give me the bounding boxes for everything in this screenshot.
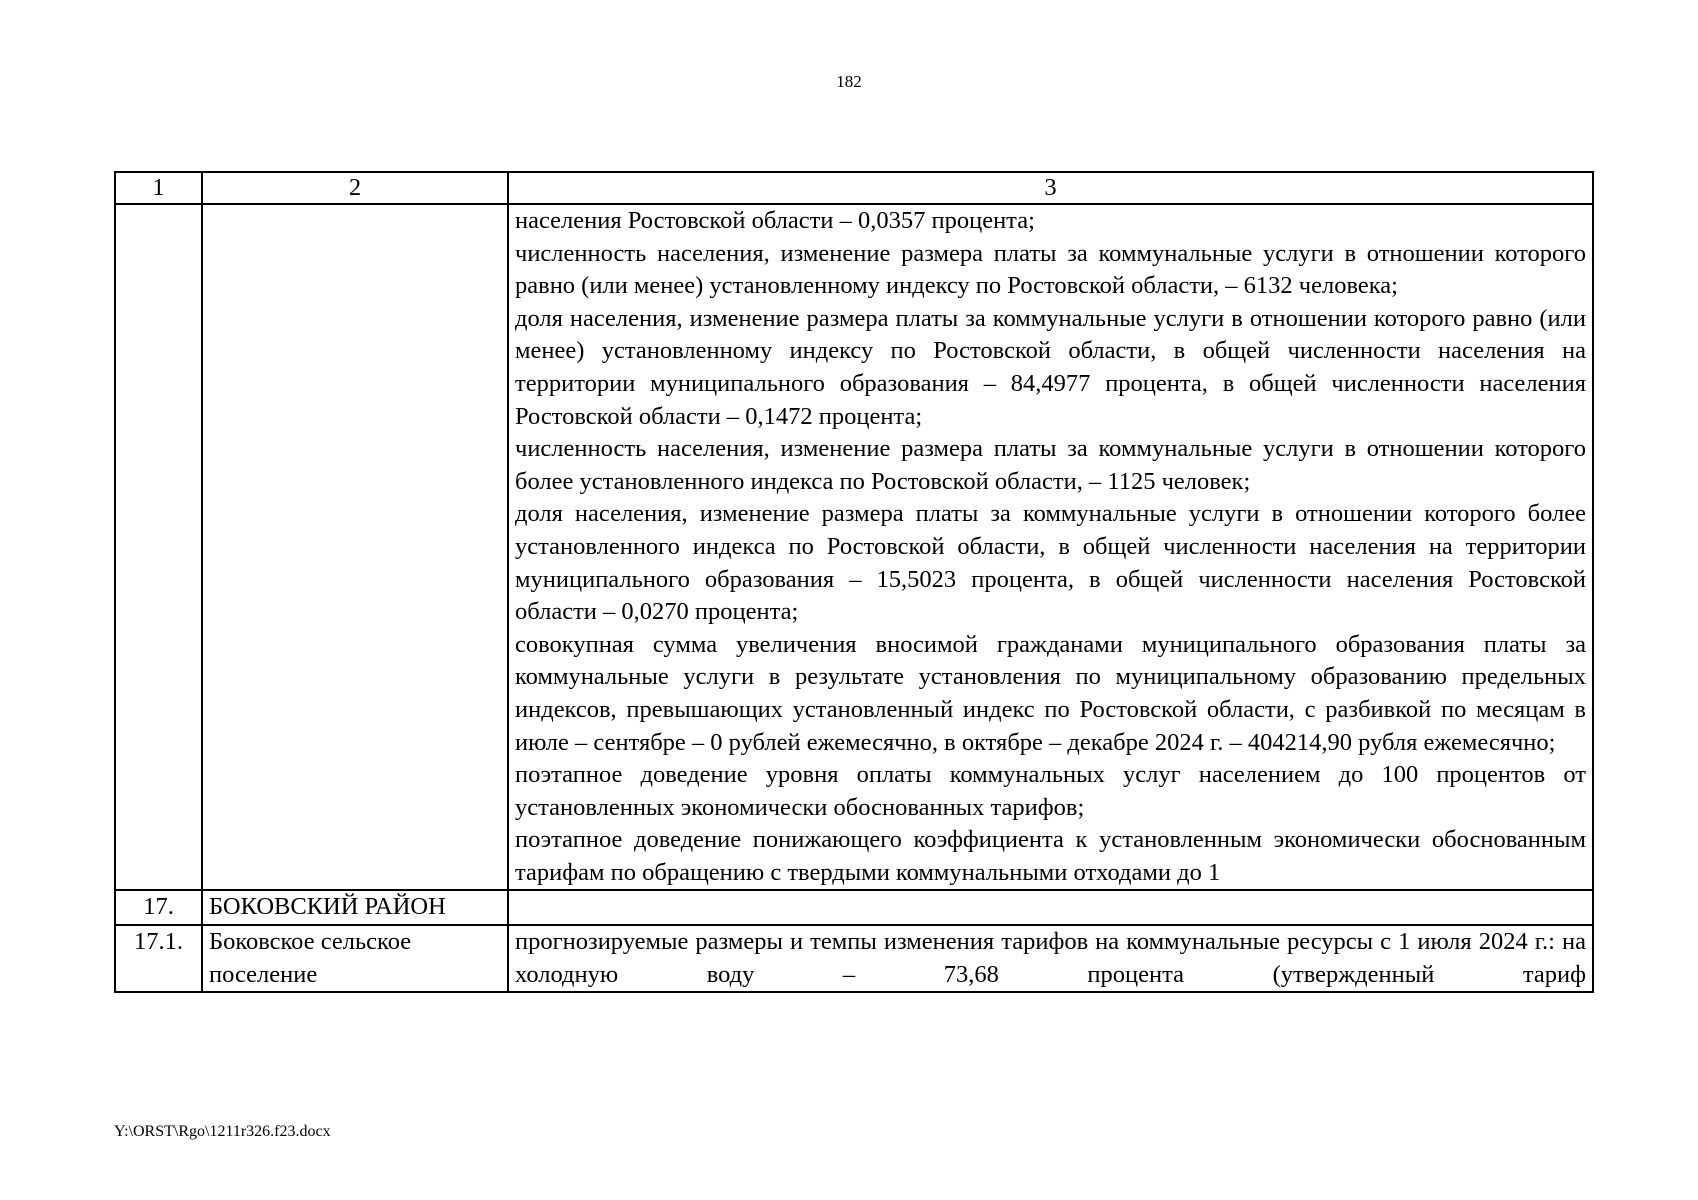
cell-continuation-text <box>508 204 1593 890</box>
paragraph: поэтапное доведение уровня оплаты коммунальных услуг населением до 100 процентов от установленных экономически обоснованных тарифов; <box>515 761 1586 821</box>
column-header-1: 1 <box>115 172 202 204</box>
document-table <box>114 171 1594 993</box>
paragraph: численность населения, изменение размера платы за коммунальные услуги в отношении которого более установленного индекса по Ростовской области, – 1125 человек; <box>515 435 1586 495</box>
paragraph: совокупная сумма увеличения вносимой гражданами муниципального образования платы за коммунальные услуги в результате установления по муниципальному образованию предельных индексов, превышающих установленный индекс по Ростовской области, с разбивкой по месяцам в июле – сентябре – 0 рублей ежемесячно, в октябре – декабре 2024 г. – 404214,90 рубля ежемесячно; <box>515 630 1586 756</box>
settlement-number: 17.1. <box>115 925 202 992</box>
column-header-2: 2 <box>202 172 508 204</box>
district-content <box>508 890 1593 925</box>
paragraph: поэтапное доведение понижающего коэффициента к установленным экономически обоснованным тарифам по обращению с твердыми коммунальными отходами до 1 <box>515 826 1586 886</box>
paragraph: численность населения, изменение размера платы за коммунальные услуги в отношении которого равно (или менее) установленному индексу по Ростовской области, – 6132 человека; <box>515 239 1586 300</box>
district-name: БОКОВСКИЙ РАЙОН <box>202 890 508 925</box>
settlement-content: прогнозируемые размеры и темпы изменения тарифов на коммунальные ресурсы с 1 июля 2024 г.: на холодную воду – 73,68 процента (утвержденный тариф <box>508 925 1593 992</box>
page-number: 182 <box>836 72 862 91</box>
file-path-footer: Y:\ORST\Rgo\1211r326.f23.docx <box>114 1123 331 1140</box>
cell-empty-name <box>202 204 508 890</box>
settlement-name: Боковское сельское поселение <box>202 925 508 992</box>
paragraph: населения Ростовской области – 0,0357 процента; <box>515 207 1035 234</box>
district-number: 17. <box>115 890 202 925</box>
table-row-settlement <box>115 925 1593 992</box>
cell-empty-number <box>115 204 202 890</box>
paragraph: доля населения, изменение размера платы за коммунальные услуги в отношении которого более установленного индекса по Ростовской области, в общей численности населения на территории муниципального образования – 15,5023 процента, в общей численности населения Ростовской области – 0,0270 процента; <box>515 500 1586 626</box>
table-header-row <box>115 172 1593 204</box>
table-row-district <box>115 890 1593 925</box>
paragraph: доля населения, изменение размера платы за коммунальные услуги в отношении которого равно (или менее) установленному индексу по Ростовской области, в общей численности населения на территории муниципального образования – 84,4977 процента, в общей численности населения Ростовской области – 0,1472 процента; <box>515 304 1586 430</box>
table-row-continuation <box>115 204 1593 890</box>
column-header-3: 3 <box>508 172 1593 204</box>
